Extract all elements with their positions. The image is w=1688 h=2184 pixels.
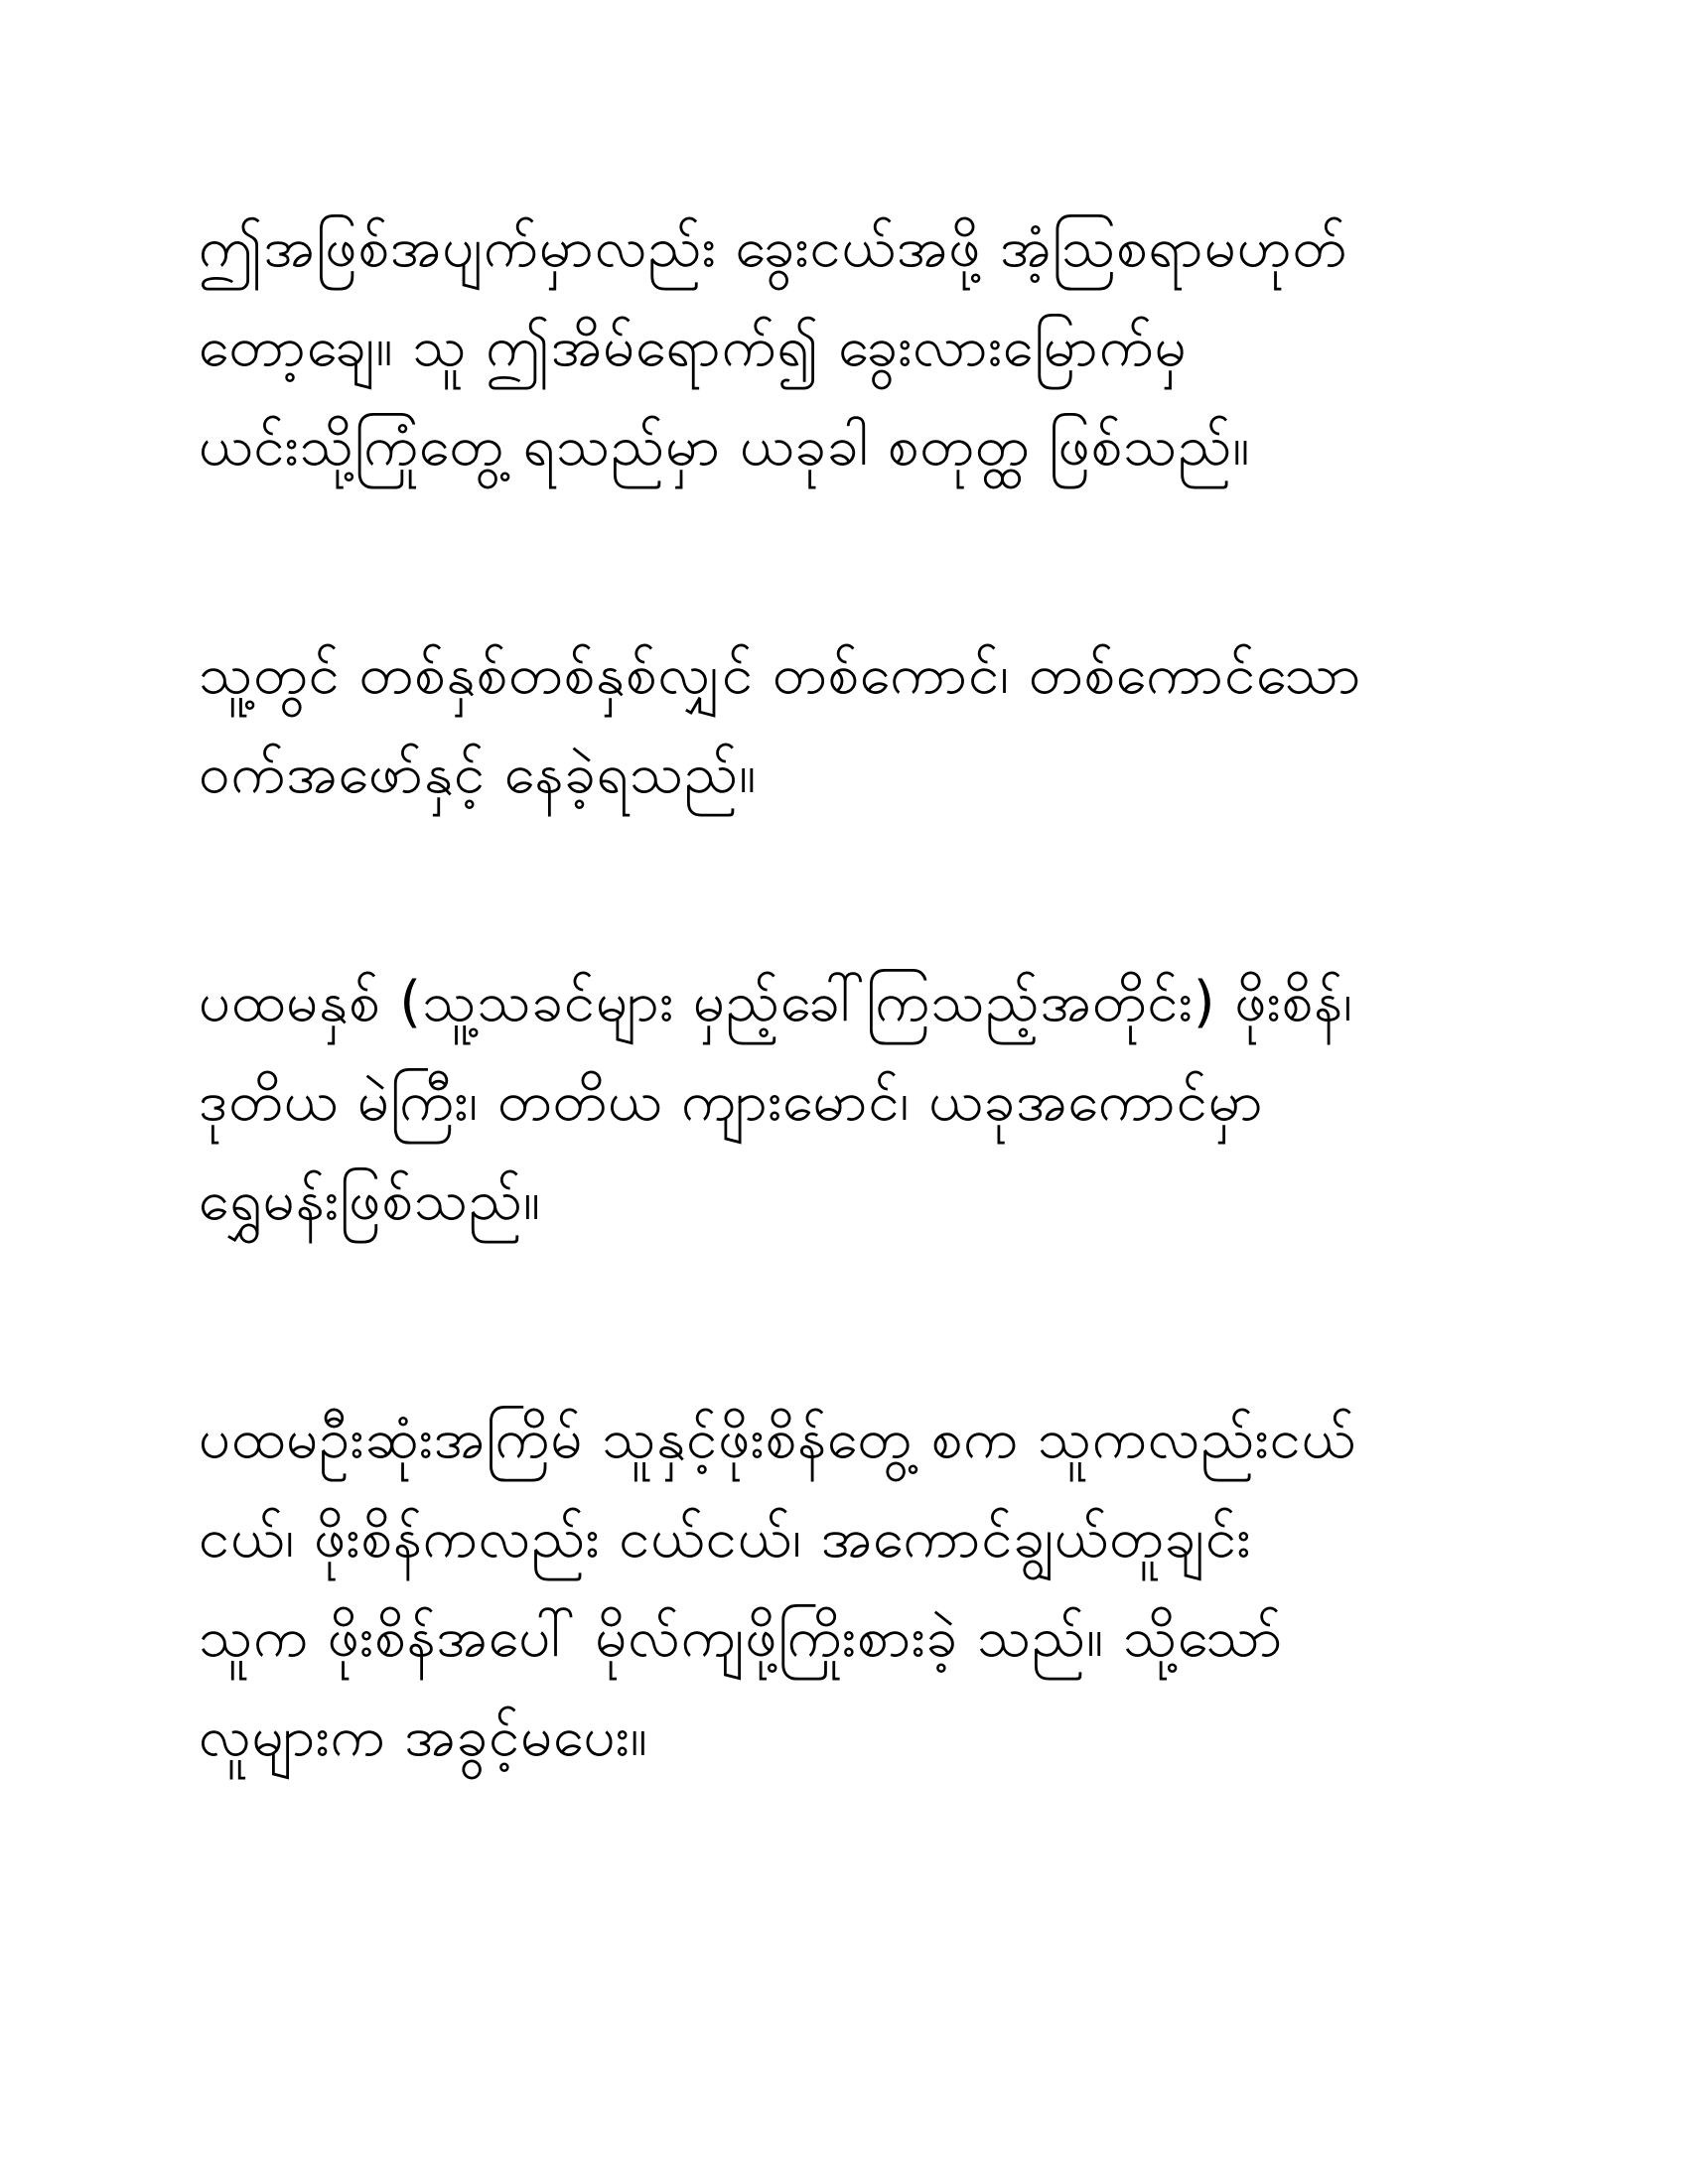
text-line: လူများက အခွင့်မပေး။ bbox=[199, 1705, 648, 1769]
paragraph bbox=[199, 199, 1509, 496]
text-line: ဒုတိယ မဲကြီး၊ တတိယ ကျားမောင်၊ ယခုအကောင်မှာ bbox=[199, 1069, 1264, 1134]
text-line: သူ့တွင် တစ်နှစ်တစ်နှစ်လျှင် တစ်ကောင်၊ တစ်ကောင်သော bbox=[199, 642, 1362, 707]
text-line: ပထမဦးဆုံးအကြိမ် သူနှင့်ဖိုးစိန်တွေ့ စက သူကလည်းငယ် bbox=[199, 1407, 1356, 1471]
text-line: တော့ချေ။ သူ ဤအိမ်ရောက်၍ ခွေးလားမြောက်မှ bbox=[199, 315, 1188, 379]
paragraph bbox=[199, 1390, 1509, 1787]
text-line: ရွှေမန်းဖြစ်သည်။ bbox=[199, 1168, 541, 1233]
paragraph bbox=[199, 953, 1509, 1251]
text-line: ဤအဖြစ်အပျက်မှာလည်း ခွေးငယ်အဖို့ အံ့သြစရာမဟုတ် bbox=[199, 215, 1348, 280]
paragraph bbox=[199, 625, 1509, 824]
text-line: သူက ဖိုးစိန်အပေါ် မိုလ်ကျဖို့ကြိုးစားခဲ့ သည်။ သို့သော် bbox=[199, 1605, 1284, 1670]
text-line: ယင်းသို့ကြုံတွေ့ ရသည်မှာ ယခုခါ စတုတ္ထ ဖြစ်သည်။ bbox=[199, 414, 1251, 478]
text-line: ပထမနှစ် (သူ့သခင်များ မှည့်ခေါ်ကြသည့်အတိုင်း) ဖိုးစိန်၊ bbox=[199, 970, 1353, 1034]
text-line: ဝက်အဖော်နှင့် နေခဲ့ရသည်။ bbox=[199, 742, 758, 806]
text-line: ငယ်၊ ဖိုးစိန်ကလည်း ငယ်ငယ်၊ အကောင်ချွယ်တူချင်း bbox=[199, 1506, 1252, 1570]
